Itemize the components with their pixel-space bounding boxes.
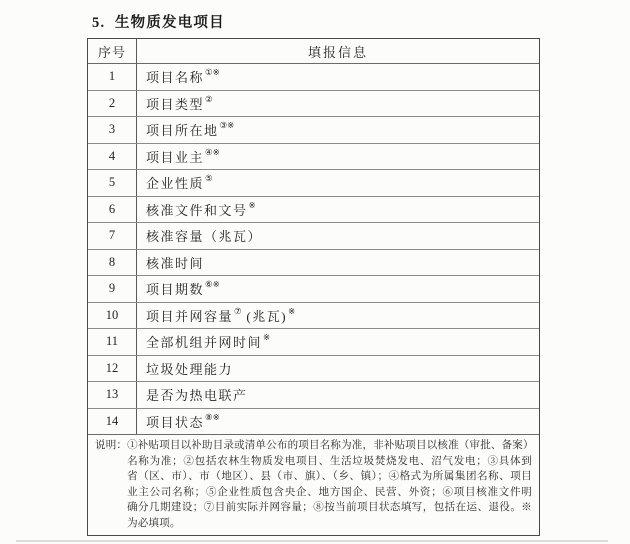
row-field-label: 项目名称 ①※ [146,67,220,86]
field-name: 项目名称 [146,70,205,86]
row-field-label: 项目期数 ⑥※ [146,279,220,298]
row-number: 4 [88,144,137,170]
row-field-label: 核准文件和文号 ※ [146,199,256,218]
field-name: 是否为热电联产 [146,388,248,404]
table-row [88,144,539,171]
notes-label: 说明： [95,440,128,451]
row-field-label: 项目并网容量 ⑦ (兆瓦) ※ [146,305,296,324]
row-number: 8 [88,250,137,276]
note-line: 为必填项。 [127,517,181,529]
row-number: 13 [88,382,137,408]
table-row [88,197,539,224]
field-name: 项目所在地 [146,123,219,139]
table-row [88,276,539,303]
row-number: 2 [88,91,137,117]
row-number: 12 [88,356,137,382]
field-name-suffix: (兆瓦) [241,308,288,324]
row-field-label: 项目类型 ② [146,93,213,112]
field-name: 核准容量（兆瓦） [146,229,263,245]
field-name: 项目期数 [146,282,205,298]
row-number: 7 [88,223,137,249]
table-row [88,117,539,144]
table-row [88,329,539,356]
notes-row [88,435,539,535]
table-row [88,64,539,91]
note-line: 业主公司名称；⑤企业性质包含央企、地方国企、民营、外资；⑥项目核准文件明 [127,486,532,498]
table-row [88,170,539,197]
row-number: 10 [88,303,137,329]
note-line: 确分几期建设；⑦目前实际并网容量；⑧按当前项目状态填写，包括在运、退役。※ [127,502,532,513]
table-header-row [88,39,539,64]
field-name: 企业性质 [146,176,205,192]
section-title: 5. 生物质发电项目 [92,15,225,31]
row-field-label: 企业性质 ⑤ [146,173,213,192]
field-name: 核准文件和文号 [146,202,248,218]
row-number: 6 [88,197,137,223]
row-number: 5 [88,170,137,196]
row-field-label: 项目业主 ④※ [146,146,220,165]
field-name: 项目状态 [146,414,205,430]
table-body [88,64,539,435]
row-number: 3 [88,117,137,143]
field-name: 垃圾处理能力 [146,361,234,377]
row-field-label [137,382,539,408]
row-number: 1 [88,64,137,90]
row-field-label: 全部机组并网时间 ※ [146,332,271,351]
field-name: 项目类型 [146,96,205,112]
row-field-label: 项目状态 ⑧※ [146,411,220,430]
row-number: 11 [88,329,137,355]
row-field-label: 项目所在地 ③※ [146,120,235,139]
field-name: 项目并网容量 [146,308,234,324]
row-number: 9 [88,276,137,302]
table-row [88,91,539,118]
field-name: 全部机组并网时间 [146,335,263,351]
field-name: 项目业主 [146,149,205,165]
table-row [88,250,539,277]
note-line: ①补贴项目以补助目录或清单公布的项目名称为准，非补贴项目以核准（审批、备案） [127,440,534,451]
note-line: 名称为准；②包括农林生物质发电项目、生活垃圾焚烧发电、沼气发电；③具体到 [127,455,532,467]
notes-body [127,438,532,531]
table-row [88,382,539,409]
table-row [88,356,539,383]
project-info-table [87,38,540,536]
row-field-label [137,356,539,382]
note-line: 省（区、市）、市（地区）、县（市、旗）、（乡、镇）；④格式为所属集团名称、项目 [127,471,532,482]
table-row [88,409,539,436]
header-col-number: 序号 [88,39,137,63]
row-number: 14 [88,409,137,435]
table-row [88,223,539,250]
field-name: 核准时间 [146,255,205,271]
row-field-label [137,250,539,276]
header-col-info: 填报信息 [307,44,368,60]
row-field-label [137,223,539,249]
table-row [88,303,539,330]
scan-artifact-line [16,540,608,542]
